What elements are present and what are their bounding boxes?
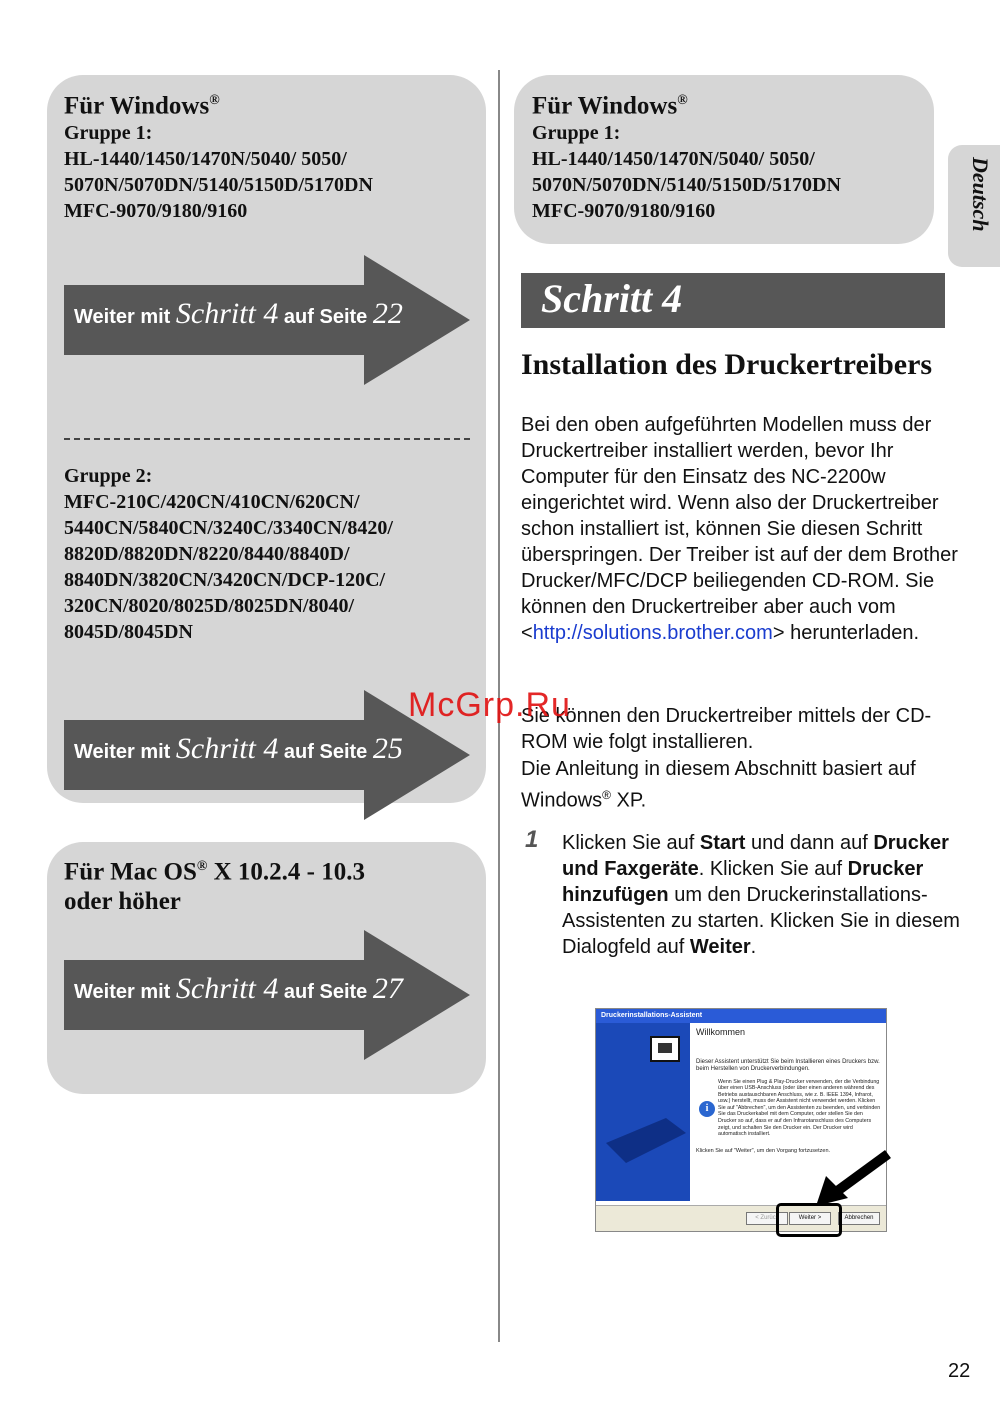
goto-step4-page27-label: Weiter mit Schritt 4 auf Seite 27 xyxy=(74,972,403,1005)
next-button[interactable]: Weiter > xyxy=(789,1212,831,1225)
group-divider xyxy=(64,438,470,440)
dialog-side-banner xyxy=(596,1023,690,1201)
step-number: 1 xyxy=(525,826,539,853)
section-title: Installation des Druckertreibers xyxy=(521,348,933,381)
goto-step4-page22-arrow[interactable] xyxy=(64,255,470,385)
windows-panel-right-title: Für Windows® xyxy=(532,92,688,120)
brother-solutions-link[interactable]: http://solutions.brother.com xyxy=(532,622,773,644)
goto-step4-page25-label: Weiter mit Schritt 4 auf Seite 25 xyxy=(74,732,403,765)
mac-panel-title: Für Mac OS® X 10.2.4 - 10.3 oder höher xyxy=(64,858,365,916)
intro-paragraph: Bei den oben aufgeführten Modellen muss der Druckertreiber installiert werden, bevor Ihr Computer für den Einsatz des NC-2200w eingerichtet wird. Wenn also der Druckertreiber schon installiert ist, können Sie diesen Schritt überspringen. Der Treiber ist auf der dem Brother Drucker/MFC/DCP beiliegenden CD-ROM. Sie können den Druckertreiber aber auch vom <http://solutions.brother.com> herunterladen. xyxy=(521,414,958,644)
group1-model-list-right: Gruppe 1: HL-1440/1450/1470N/5040/ 5050/ 5070N/5070DN/5140/5150D/5170DN MFC-9070/9180/9160 xyxy=(532,122,841,222)
dialog-info-text: Wenn Sie einen Plug & Play-Drucker verwenden, der die Verbindung über einen USB-Anschluss (oder über einen anderen während des Betriebs austauschbaren Anschluss, wie z. B. IEEE 1394, Infrarot, usw.) herstellt, muss der Assistent nicht verwendet werden. Klicken Sie auf "Abbrechen", um den Assistenten zu beenden, und verbinden Sie das Druckerkabel mit dem Computer, oder stellen Sie den Drucker so auf, dass er auf den Infrarotanschluss des Computers zeigt, und schalten Sie den Drucker ein. Der Drucker wird automatisch installiert. xyxy=(718,1078,881,1138)
goto-step4-page27-arrow[interactable] xyxy=(64,930,470,1060)
goto-step4-page22-label: Weiter mit Schritt 4 auf Seite 22 xyxy=(74,297,403,330)
language-tab-label: Deutsch xyxy=(968,157,993,232)
dialog-intro-text: Dieser Assistent unterstützt Sie beim Installieren eines Druckers bzw. beim Herstellen von Druckerverbindungen. xyxy=(696,1058,880,1072)
info-icon: i xyxy=(699,1101,715,1117)
printer-graphic-icon xyxy=(596,1023,690,1201)
cdrom-paragraph: Sie können den Druckertreiber mittels der CD-ROM wie folgt installieren. xyxy=(521,705,932,753)
step-1-instructions: Klicken Sie auf Start und dann auf Drucker und Faxgeräte. Klicken Sie auf Drucker hinzufügen um den Druckerinstallations-Assistenten zu starten. Klicken Sie in diesem Dialogfeld auf Weiter. xyxy=(562,832,960,958)
step-header-label: Schritt 4 xyxy=(541,276,683,321)
pointer-arrow-icon xyxy=(812,1148,894,1210)
group2-model-list: Gruppe 2: MFC-210C/420CN/410CN/620CN/ 5440CN/5840CN/3240C/3340CN/8420/ 8820D/8820DN/8220/8440/8840D/ 8840DN/3820CN/3420CN/DCP-120C/ 320CN/8020/8025D/8025DN/8040/ 8045D/8045DN xyxy=(64,465,393,643)
step-header-bar xyxy=(521,273,945,328)
dialog-body xyxy=(696,1029,882,1155)
watermark: McGrp.Ru xyxy=(408,686,571,724)
dialog-heading: Willkommen xyxy=(696,1027,746,1037)
dialog-continue-text: Klicken Sie auf "Weiter", um den Vorgang fortzusetzen. xyxy=(696,1147,831,1154)
windows-xp-paragraph: Die Anleitung in diesem Abschnitt basiert auf Windows® XP. xyxy=(521,758,916,812)
page-number: 22 xyxy=(948,1360,971,1382)
language-tab xyxy=(948,145,1000,267)
cancel-button[interactable]: Abbrechen xyxy=(838,1212,880,1225)
dialog-title: Druckerinstallations-Assistent xyxy=(596,1009,886,1023)
windows-panel-left-title: Für Windows® xyxy=(64,92,220,120)
back-button[interactable]: < Zurück xyxy=(746,1212,788,1225)
group1-model-list-left: Gruppe 1: HL-1440/1450/1470N/5040/ 5050/ 5070N/5070DN/5140/5150D/5170DN MFC-9070/9180/9160 xyxy=(64,122,373,222)
